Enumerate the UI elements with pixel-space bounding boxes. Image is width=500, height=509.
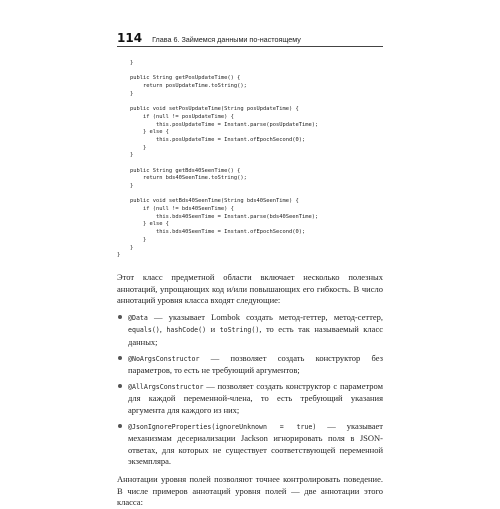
- inline-code: hashCode(): [166, 326, 207, 335]
- annotation-code: @AllArgsConstructor: [128, 382, 204, 391]
- list-item-allargs: [117, 381, 383, 417]
- running-header: [117, 31, 301, 45]
- annotation-code: @Data: [128, 313, 148, 322]
- code-line: }: [117, 236, 147, 243]
- code-line: this.bds40SeenTime = Instant.parse(bds40SeenTime);: [117, 213, 319, 220]
- item-text: и: [206, 324, 220, 335]
- item-text: ,: [159, 324, 167, 335]
- code-line: [117, 98, 318, 106]
- item-text: — указывает механизмам десериализации Jackson игнорировать поля в JSON-ответах, для которых не существует соответствующей переменной экземпляра.: [128, 420, 383, 467]
- code-line: public String getBds40SeenTime() {: [117, 167, 241, 174]
- item-text: — указывает Lombok создать метод-геттер, метод-сеттер,: [147, 311, 383, 322]
- list-item-jsonignore: [117, 421, 383, 468]
- code-line: }: [117, 252, 121, 259]
- intro-paragraph: Этот класс предметной области включает несколько полезных аннотаций, упрощающих код и/или повышающих его гибкость. В число аннотаций уровня класса входят следующие:: [117, 272, 383, 306]
- bullet-icon: [118, 315, 122, 319]
- annotation-code: @JsonIgnoreProperties(ignoreUnknown = true): [128, 422, 317, 431]
- item-text: — позволяет создать конструктор с параметром для каждой переменной-члена, то есть требующий указания аргумента для каждого из них;: [128, 380, 383, 415]
- chapter-title: Глава 6. Займемся данными по-настоящему: [152, 35, 301, 44]
- code-listing: [117, 60, 318, 260]
- code-line: }: [117, 90, 134, 97]
- item-text: — позволяет создать конструктор без параметров, то есть не требующий аргументов;: [128, 352, 383, 376]
- code-line: [117, 191, 318, 199]
- code-line: }: [117, 152, 134, 159]
- code-line: return posUpdateTime.toString();: [117, 83, 247, 90]
- code-line: this.posUpdateTime = Instant.parse(posUpdateTime);: [117, 121, 319, 128]
- code-line: }: [117, 144, 147, 151]
- code-line: [117, 68, 318, 76]
- annotation-code: @NoArgsConstructor: [128, 354, 200, 363]
- annotation-list: [117, 312, 383, 468]
- list-item-noargs: [117, 353, 383, 377]
- code-line: public void setPosUpdateTime(String posUpdateTime) {: [117, 106, 299, 113]
- page-number: 114: [117, 31, 143, 45]
- code-line: } else {: [117, 221, 169, 228]
- closing-paragraph: Аннотации уровня полей позволяют точнее контролировать поведение. В числе примеров аннотаций уровня полей — две аннотации этого класса:: [117, 473, 383, 508]
- inline-code: equals(): [128, 326, 160, 335]
- code-line: if (null != posUpdateTime) {: [117, 113, 234, 120]
- bullet-icon: [118, 384, 122, 388]
- body-text: [117, 272, 383, 509]
- bullet-icon: [118, 356, 122, 360]
- header-rule: [117, 46, 383, 47]
- bullet-icon: [118, 424, 122, 428]
- code-line: this.posUpdateTime = Instant.ofEpochSecond(0);: [117, 136, 306, 143]
- code-line: this.bds40SeenTime = Instant.ofEpochSecond(0);: [117, 229, 306, 236]
- code-line: }: [117, 244, 134, 251]
- code-line: [117, 160, 318, 168]
- code-line: } else {: [117, 129, 169, 136]
- code-line: public void setBds40SeenTime(String bds40SeenTime) {: [117, 198, 299, 205]
- inline-code: toString(): [219, 326, 260, 335]
- code-line: public String getPosUpdateTime() {: [117, 75, 241, 82]
- item-text: , то есть так называемый класс данных;: [128, 324, 383, 347]
- code-line: }: [117, 60, 134, 66]
- code-line: return bds40SeenTime.toString();: [117, 175, 247, 182]
- list-item-data: [117, 312, 383, 349]
- code-line: }: [117, 183, 134, 189]
- code-line: if (null != bds40SeenTime) {: [117, 206, 234, 213]
